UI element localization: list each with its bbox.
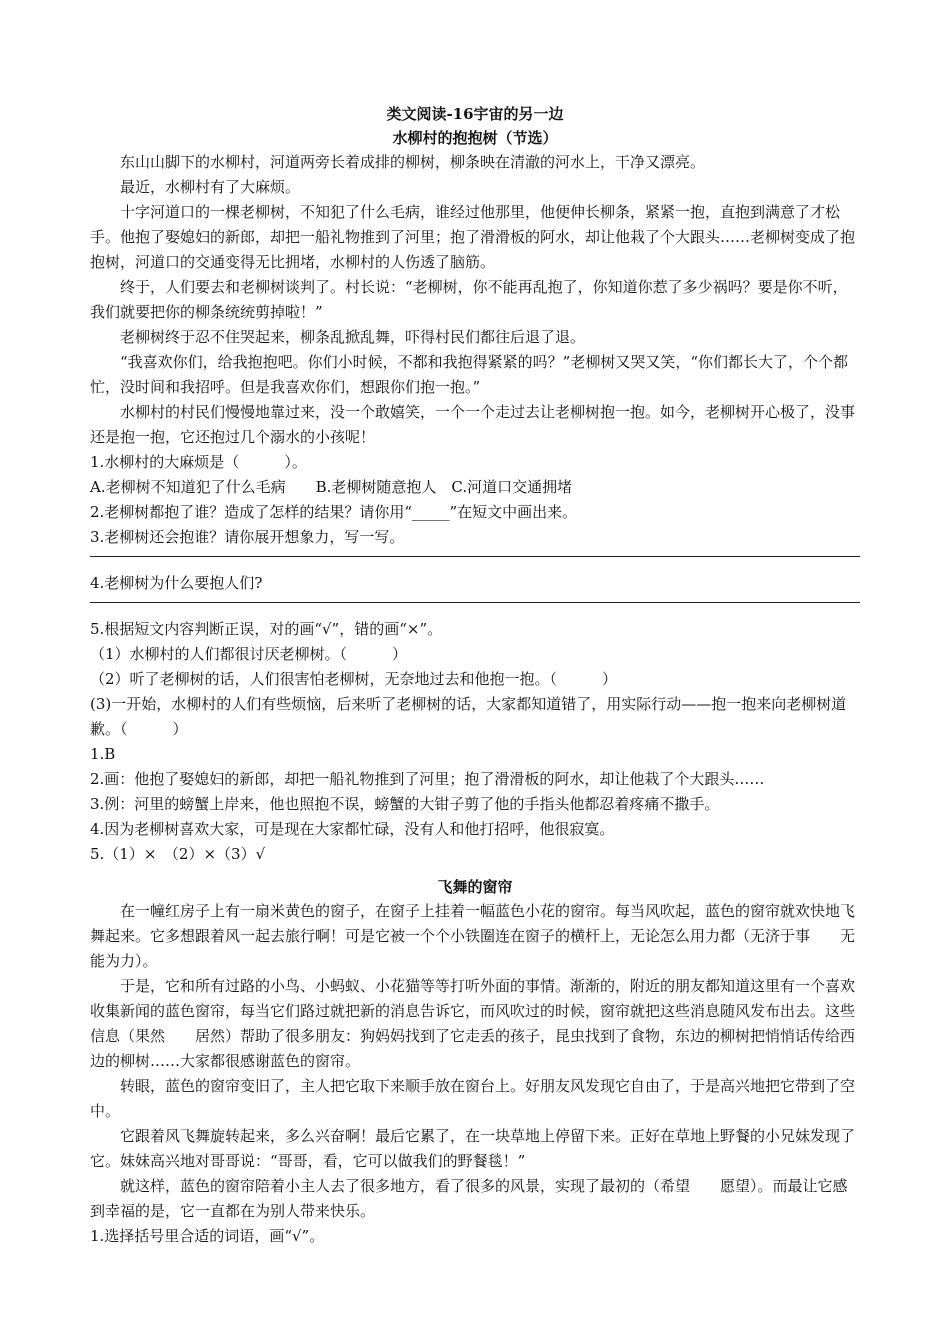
answer-line-3: [90, 556, 860, 557]
story1-paragraph: 最近，水柳村有了大麻烦。: [120, 178, 301, 196]
story2-paragraph: 它跟着风飞舞旋转起来，多么兴奋啊！最后它累了，在一块草地上停留下来。正好在草地上野餐的小兄妹发现了它。妹妹高兴地对哥哥说：“哥哥，看，它可以做我们的野餐毯！”: [90, 1127, 856, 1170]
story1-paragraph: 终于，人们要去和老柳树谈判了。村长说：“老柳树，你不能再乱抱了，你知道你惹了多少祸吗？要是你不听，我们就要把你的柳条统统剪掉啦！”: [90, 278, 848, 321]
story2-paragraph: 在一幢红房子上有一扇米黄色的窗子，在窗子上挂着一幅蓝色小花的窗帘。每当风吹起，蓝色的窗帘就欢快地飞舞起来。它多想跟着风一起去旅行啊！可是它被一个个小铁圈连在窗子的横杆上，无论怎么用力都（无济于事 无能为力）。: [90, 902, 856, 970]
story1-paragraph: “我喜欢你们，给我抱抱吧。你们小时候，不都和我抱得紧紧的吗？”老柳树又哭又笑，“你们都长大了，个个都忙，没时间和我招呼。但是我喜欢你们，想跟你们抱一抱。”: [90, 353, 849, 396]
answer-item: 1.B: [90, 745, 116, 763]
question-5: 5.根据短文内容判断正误，对的画“√”，错的画“×”。: [90, 620, 443, 638]
answer-item: 5.（1）× （2）×（3）√: [90, 845, 266, 863]
document-title: 类文阅读-16宇宙的另一边: [386, 105, 564, 123]
answer-item: 3.例：河里的螃蟹上岸来，他也照抱不误，螃蟹的大钳子剪了他的手指头他都忍着疼痛不撒手。: [90, 795, 720, 813]
question-4: 4.老柳树为什么要抱人们?: [90, 574, 263, 592]
story2-question-1: 1.选择括号里合适的词语，画“√”。: [90, 1227, 325, 1245]
question-5-1: （1）水柳村的人们都很讨厌老柳树。（ ）: [90, 645, 408, 663]
story1-paragraph: 老柳树终于忍不住哭起来，柳条乱掀乱舞，吓得村民们都往后退了退。: [120, 328, 586, 346]
question-3: 3.老柳树还会抱谁？请你展开想象力，写一写。: [90, 528, 405, 546]
question-2: 2.老柳树都抱了谁？造成了怎样的结果？请你用“_____”在短文中画出来。: [90, 503, 578, 521]
story1-paragraph: 水柳村的村民们慢慢地靠过来，没一个敢嬉笑，一个一个走过去让老柳树抱一抱。如今，老柳树开心极了，没事还是抱一抱，它还抱过几个溺水的小孩呢！: [90, 403, 856, 446]
answer-line-4: [90, 602, 860, 603]
story1-paragraph: 东山山脚下的水柳村，河道两旁长着成排的柳树，柳条映在清澈的河水上，干净又漂亮。: [120, 153, 706, 171]
document-page: [90, 102, 860, 1249]
story2-paragraph: 就这样，蓝色的窗帘陪着小主人去了很多地方，看了很多的风景，实现了最初的（希望 愿望）。而最让它感到幸福的是，它一直都在为别人带来快乐。: [90, 1177, 848, 1220]
answer-item: 4.因为老柳树喜欢大家，可是现在大家都忙碌，没有人和他打招呼，他很寂寞。: [90, 820, 615, 838]
question-5-2: （2）听了老柳树的话，人们很害怕老柳树，无奈地过去和他抱一抱。（ ）: [90, 670, 618, 688]
question-5-3: (3)一开始，水柳村的人们有些烦恼，后来听了老柳树的话，大家都知道错了，用实际行动——抱一抱来向老柳树道歉。（ ）: [90, 695, 847, 738]
story2-paragraph: 于是，它和所有过路的小鸟、小蚂蚁、小花猫等等打听外面的事情。渐渐的，附近的朋友都知道这里有一个喜欢收集新闻的蓝色窗帘，每当它们路过就把新的消息告诉它，而风吹过的时候，窗帘就把这些消息随风发布出去。这些信息（果然 居然）帮助了很多朋友：狗妈妈找到了它走丢的孩子，昆虫找到了食物，东边的柳树把悄悄话传给西边的柳树……大家都很感谢蓝色的窗帘。: [90, 977, 856, 1070]
question-1: 1.水柳村的大麻烦是（ ）。: [90, 453, 307, 471]
story2-paragraph: 转眼，蓝色的窗帘变旧了，主人把它取下来顺手放在窗台上。好朋友风发现它自由了，于是高兴地把它带到了空中。: [90, 1077, 856, 1120]
story1-title: 水柳村的抱抱树（节选）: [392, 129, 558, 147]
story2-title: 飞舞的窗帘: [437, 878, 513, 896]
story1-paragraph: 十字河道口的一棵老柳树，不知犯了什么毛病，谁经过他那里，他便伸长柳条，紧紧一抱，直抱到满意了才松手。他抱了娶媳妇的新郎，却把一船礼物推到了河里；抱了滑滑板的阿水，却让他栽了个大跟头……老柳树变成了抱抱树，河道口的交通变得无比拥堵，水柳村的人伤透了脑筋。: [90, 203, 856, 271]
question-1-options: A.老柳树不知道犯了什么毛病 B.老柳树随意抱人 C.河道口交通拥堵: [90, 478, 573, 496]
answer-item: 2.画：他抱了娶媳妇的新郎，却把一船礼物推到了河里；抱了滑滑板的阿水，却让他栽了个大跟头……: [90, 770, 765, 788]
